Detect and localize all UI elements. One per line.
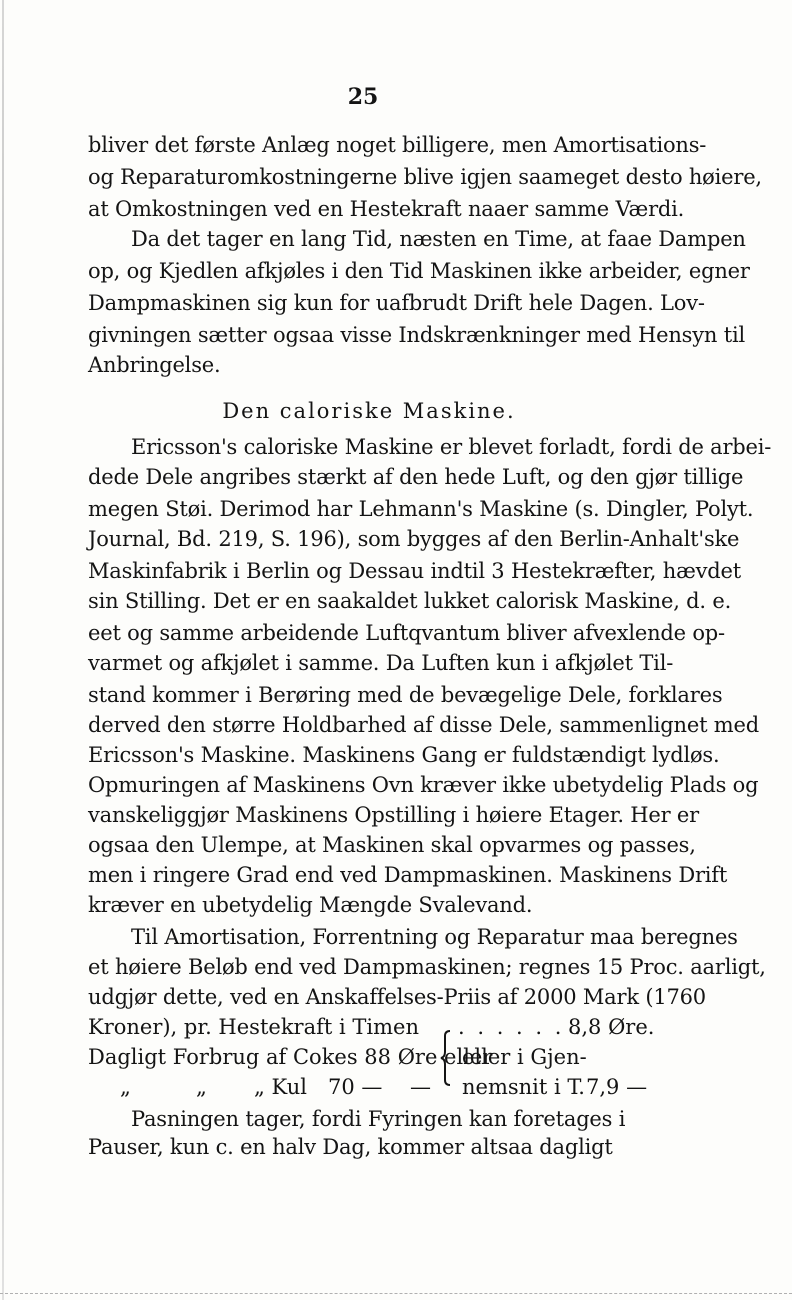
text-line: kræver en ubetydelig Mængde Svalevand.	[88, 893, 533, 917]
text-line: sin Stilling. Det er en saakaldet lukket calorisk Maskine, d. e.	[88, 589, 732, 613]
text-line: udgjør dette, ved en Anskaffelses-Priis af 2000 Mark (1760	[88, 985, 706, 1009]
cost-leaders: . . . . . . .	[458, 1015, 584, 1039]
page-number: 25	[347, 84, 379, 110]
text-line: Pasningen tager, fordi Fyringen kan foretages i	[131, 1107, 626, 1131]
text-line: Pauser, kun c. en halv Dag, kommer altsaa dagligt	[88, 1135, 613, 1159]
text-line: Dampmaskinen sig kun for uafbrudt Drift hele Dagen. Lov-	[88, 291, 705, 315]
text-line: Journal, Bd. 219, S. 196), som bygges af den Berlin-Anhalt'ske	[88, 527, 740, 551]
coal-dash: —	[410, 1075, 431, 1099]
text-line: Anbringelse.	[88, 353, 221, 377]
text-line: Ericsson's Maskine. Maskinens Gang er fuldstændigt lydløs.	[88, 743, 720, 767]
consumption-note: nemsnit i T.	[462, 1075, 585, 1099]
text-line: op, og Kjedlen afkjøles i den Tid Maskinen ikke arbeider, egner	[88, 259, 750, 283]
text-line: vanskeliggjør Maskinens Opstilling i høiere Etager. Her er	[88, 803, 699, 827]
text-line: megen Støi. Derimod har Lehmann's Maskine (s. Dingler, Polyt.	[88, 497, 754, 521]
page-bottom-edge	[0, 1293, 792, 1294]
text-line: bliver det første Anlæg noget billigere, men Amortisations-	[88, 133, 707, 157]
coal-value: 7,9 —	[586, 1075, 648, 1099]
coal-label: „ Kul	[254, 1075, 308, 1099]
text-line: dede Dele angribes stærkt af den hede Luft, og den gjør tillige	[88, 465, 744, 489]
page-binding-edge	[2, 0, 4, 1300]
text-line: Til Amortisation, Forrentning og Reparatur maa beregnes	[131, 925, 738, 949]
consumption-row-cokes	[88, 1042, 650, 1072]
text-line: ogsaa den Ulempe, at Maskinen skal opvarmes og passes,	[88, 833, 696, 857]
text-line: stand kommer i Berøring med de bevægelige Dele, forklares	[88, 683, 723, 707]
text-line: givningen sætter ogsaa visse Indskrænkninger med Hensyn til	[88, 323, 745, 347]
consumption-label: Dagligt Forbrug af Cokes 88 Øre eller	[88, 1045, 493, 1069]
ditto-mark: „	[120, 1075, 131, 1099]
section-heading: Den caloriske Maskine.	[222, 399, 516, 423]
text-line: at Omkostningen ved en Hestekraft naaer samme Værdi.	[88, 197, 685, 221]
text-line: eet og samme arbeidende Luftqvantum bliver afvexlende op-	[88, 621, 725, 645]
cost-value: 8,8 Øre.	[568, 1015, 655, 1039]
cost-label: Kroner), pr. Hestekraft i Timen	[88, 1015, 419, 1039]
text-line: men i ringere Grad end ved Dampmaskinen. Maskinens Drift	[88, 863, 728, 887]
text-line: varmet og afkjølet i samme. Da Luften kun i afkjølet Til-	[88, 651, 674, 675]
text-line: Da det tager en lang Tid, næsten en Time, at faae Dampen	[131, 227, 746, 251]
text-line: Ericsson's caloriske Maskine er blevet forladt, fordi de arbei-	[131, 435, 772, 459]
cost-row	[88, 1012, 655, 1042]
text-line: Opmuringen af Maskinens Ovn kræver ikke ubetydelig Plads og	[88, 773, 759, 797]
text-line: Maskinfabrik i Berlin og Dessau indtil 3 Hestekræfter, hævdet	[88, 559, 741, 583]
text-line: derved den større Holdbarhed af disse Dele, sammenlignet med	[88, 713, 759, 737]
consumption-note: eller i Gjen-	[462, 1045, 587, 1069]
consumption-row-coal	[88, 1072, 650, 1102]
ditto-mark: „	[196, 1075, 207, 1099]
text-line: et høiere Beløb end ved Dampmaskinen; regnes 15 Proc. aarligt,	[88, 955, 766, 979]
coal-amount: 70 —	[328, 1075, 383, 1099]
text-line: og Reparaturomkostningerne blive igjen saameget desto høiere,	[88, 165, 762, 189]
